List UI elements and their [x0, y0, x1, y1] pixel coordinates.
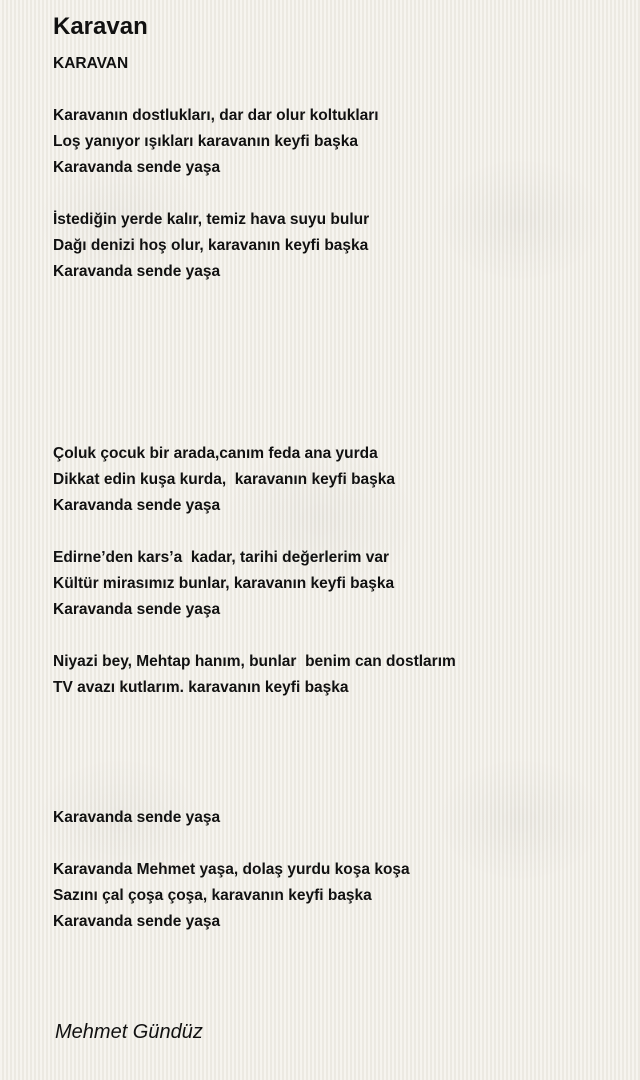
stanza-gap [53, 363, 623, 389]
stanza-gap [53, 623, 623, 649]
poem-line: Karavanda sende yaşa [53, 809, 221, 826]
poem-line: Sazını çal çoşa çoşa, karavanın keyfi başka [53, 887, 372, 904]
poem-line: Karavanın dostlukları, dar dar olur koltukları [53, 107, 379, 124]
poem-line: Karavanda Mehmet yaşa, dolaş yurdu koşa koşa [53, 861, 410, 878]
stanza-gap [53, 831, 623, 857]
poem-line: Karavanda sende yaşa [53, 263, 221, 280]
stanza-gap [53, 519, 623, 545]
stanza-gap [53, 337, 623, 363]
poem-author: Mehmet Gündüz [55, 1021, 203, 1043]
poem-line: İstediğin yerde kalır, temiz hava suyu bulur [53, 211, 370, 228]
stanza-gap [53, 311, 623, 337]
poem-line: Karavanda sende yaşa [53, 497, 221, 514]
poem-title: Karavan [53, 13, 148, 40]
stanza-gap [53, 727, 623, 753]
poem-line: Karavanda sende yaşa [53, 159, 221, 176]
poem-line: Loş yanıyor ışıkları karavanın keyfi başka [53, 133, 358, 150]
poem-line: Dağı denizi hoş olur, karavanın keyfi başka [53, 237, 369, 254]
poem-line: Karavanda sende yaşa [53, 601, 221, 618]
poem-line: Dikkat edin kuşa kurda, karavanın keyfi başka [53, 471, 396, 488]
stanza-gap [53, 753, 623, 779]
poem-line: Niyazi bey, Mehtap hanım, bunlar benim can dostlarım [53, 653, 456, 670]
stanza-gap [53, 77, 623, 103]
poem-line: Karavanda sende yaşa [53, 913, 221, 930]
stanza-gap [53, 415, 623, 441]
stanza-gap [53, 285, 623, 311]
stanza-gap [53, 779, 623, 805]
poem-line: KARAVAN [53, 55, 129, 72]
poem-line: Çoluk çocuk bir arada,canım feda ana yurda [53, 445, 378, 462]
poem-line: Kültür mirasımız bunlar, karavanın keyfi başka [53, 575, 395, 592]
poem-line: TV avazı kutlarım. karavanın keyfi başka [53, 679, 349, 696]
stanza-gap [53, 701, 623, 727]
poem-body [53, 51, 623, 935]
poem-line: Edirne’den kars’a kadar, tarihi değerlerim var [53, 549, 389, 566]
stanza-gap [53, 389, 623, 415]
stanza-gap [53, 181, 623, 207]
